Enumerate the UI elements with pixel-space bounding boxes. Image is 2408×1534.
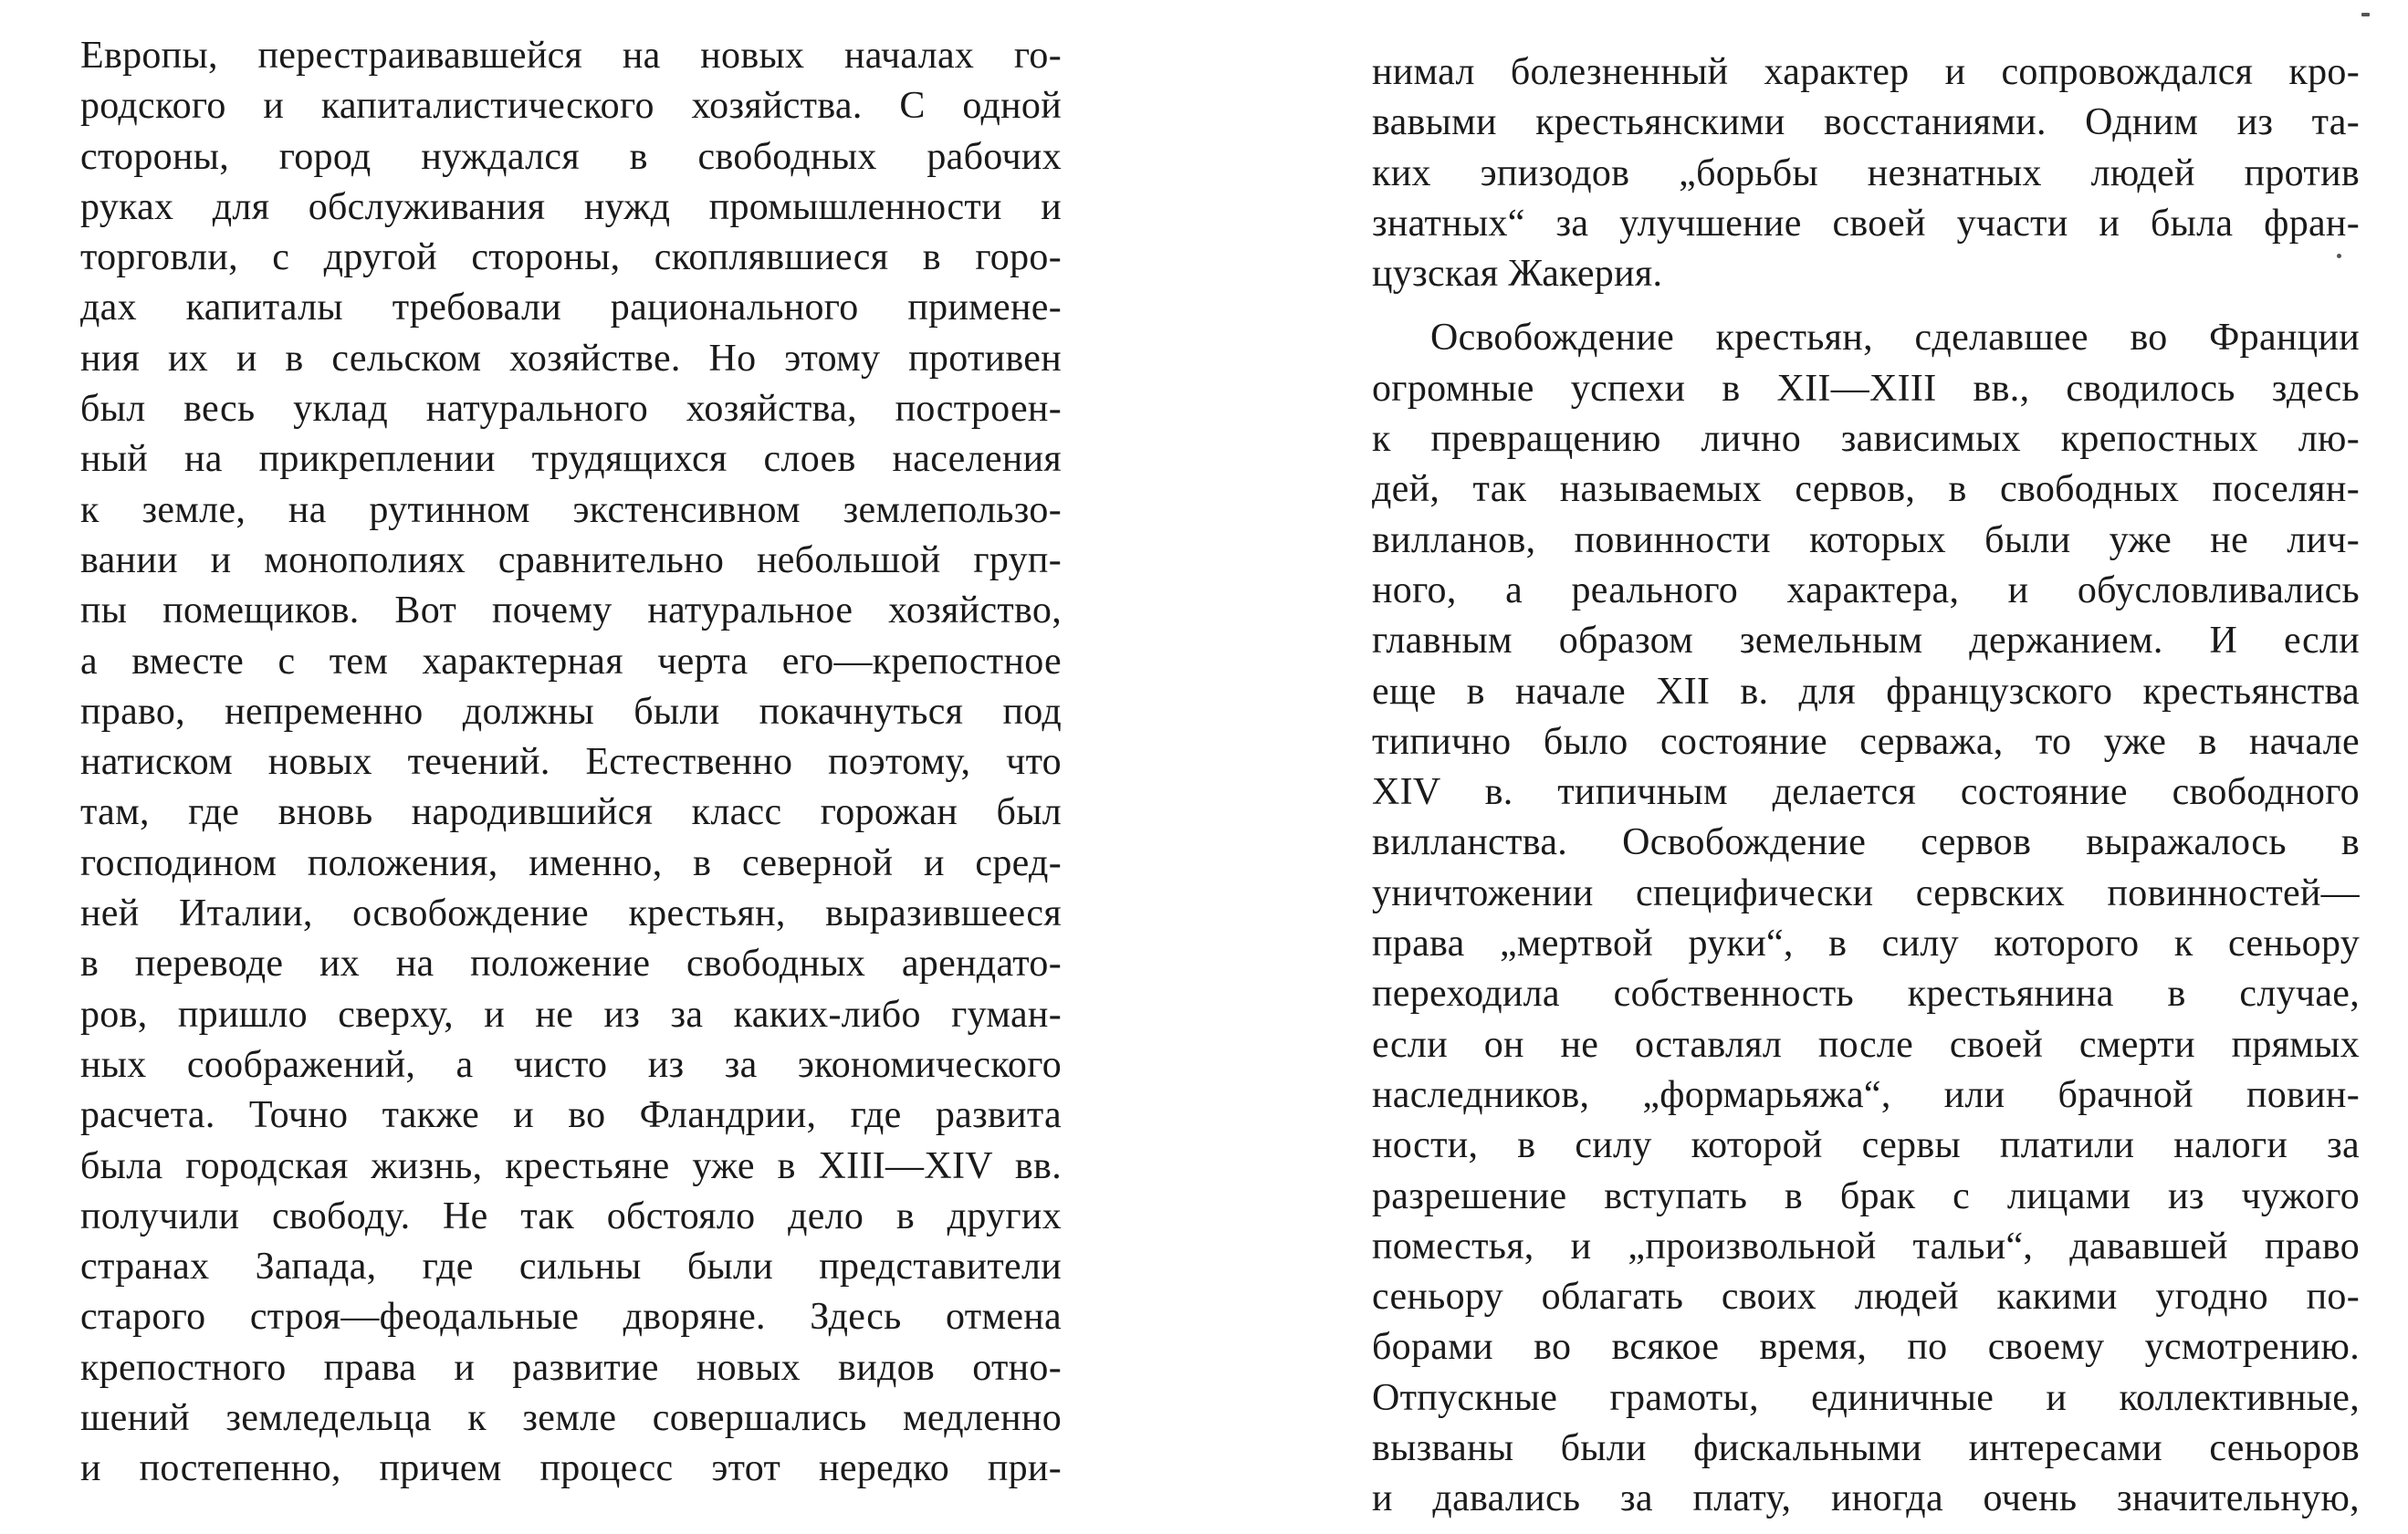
text-line: нимал болезненный характер и сопровождался кро- [1372,51,2360,93]
text-line: и давались за плату, иногда очень значительную, [1372,1477,2360,1520]
text-line: Отпускные грамоты, единичные и коллективные, [1372,1376,2360,1419]
text-line: цузская Жакерия. [1372,253,1663,296]
text-line: Освобождение крестьян, сделавшее во Франции [1430,317,2360,360]
text-line: старого строя—феодальные дворяне. Здесь отмена [80,1296,1062,1339]
text-line: пы помещиков. Вот почему натуральное хозяйство, [80,590,1062,632]
text-line: ный на прикреплении трудящихся слоев населения [80,438,1062,481]
text-line: типично было состояние серважа, то уже в начале [1372,720,2360,763]
text-line: Европы, перестраивавшейся на новых началах го- [80,35,1062,77]
text-line: переходила собственность крестьянина в случае, [1372,973,2360,1016]
text-line: расчета. Точно также и во Фландрии, где развита [80,1094,1062,1137]
text-line: шений земледельца к земле совершались медленно [80,1397,1062,1440]
right-page [1204,0,2408,1534]
text-line: ров, пришло сверху, и не из за каких-либо гуман- [80,993,1062,1036]
text-line: к превращению лично зависимых крепостных лю- [1372,418,2360,461]
text-line: вавыми крестьянскими восстаниями. Одним из та- [1372,101,2360,144]
text-line: натиском новых течений. Естественно поэтому, что [80,741,1062,784]
text-line: дах капиталы требовали рационального примене- [80,287,1062,329]
text-line: там, где вновь народившийся класс горожан был [80,791,1062,834]
text-line: странах Запада, где сильны были представители [80,1246,1062,1289]
text-line: а вместе с тем характерная черта его—крепостное [80,640,1062,683]
text-line: поместья, и „произвольной тальи“, дававшей право [1372,1225,2360,1268]
text-line: знатных“ за улучшение своей участи и была фран- [1372,202,2360,245]
paragraph-1 [1372,47,2360,299]
text-line: и постепенно, причем процесс этот нередко при- [80,1447,1062,1490]
right-page-text [1372,47,2360,1525]
scan-speck [2361,13,2370,16]
text-line: ких эпизодов „борьбы незнатных людей против [1372,151,2360,194]
text-line: ния их и в сельском хозяйстве. Но этому противен [80,337,1062,380]
paragraph-2 [1372,313,2360,1524]
text-line: был весь уклад натурального хозяйства, построен- [80,388,1062,431]
text-line: получили свободу. Не так обстояло дело в других [80,1195,1062,1237]
text-line: вилланов, повинности которых были уже не лич- [1372,518,2360,561]
text-line: крепостного права и развитие новых видов отно- [80,1346,1062,1389]
text-line: наследников, „формарьяжа“, или брачной повин- [1372,1073,2360,1116]
text-line: торговли, с другой стороны, скоплявшиеся в горо- [80,236,1062,279]
text-line: руках для обслуживания нужд промышленности и [80,185,1062,228]
text-line: право, непременно должны были покачнуться под [80,690,1062,733]
text-line: родского и капиталистического хозяйства. С одной [80,85,1062,128]
text-line: ных соображений, а чисто из за экономического [80,1043,1062,1086]
text-line: вызваны были фискальными интересами сеньоров [1372,1427,2360,1470]
text-line: стороны, город нуждался в свободных рабочих [80,135,1062,178]
text-line: ней Италии, освобождение крестьян, выразившееся [80,892,1062,935]
paragraph-gap [1372,299,2360,313]
text-line: права „мертвой руки“, в силу которого к сеньору [1372,923,2360,965]
text-line: сеньору облагать своих людей какими угодно по- [1372,1276,2360,1319]
text-line: огромные успехи в XII—XIII вв., сводилось здесь [1372,367,2360,410]
text-line: борами во всякое время, по своему усмотрению. [1372,1326,2360,1369]
text-line: господином положения, именно, в северной и сред- [80,841,1062,884]
text-line: уничтожении специфически сервских повинностей— [1372,871,2360,914]
text-line: вании и монополиях сравнительно небольшой груп- [80,538,1062,581]
scan-speck [2337,254,2341,258]
text-line: ности, в силу которой сервы платили налоги за [1372,1124,2360,1167]
text-line: дей, так называемых сервов, в свободных поселян- [1372,468,2360,511]
text-line: еще в начале XII в. для французского крестьянства [1372,670,2360,713]
text-line: XIV в. типичным делается состояние свободного [1372,771,2360,814]
text-line: к земле, на рутинном экстенсивном землепользо- [80,488,1062,531]
text-line: была городская жизнь, крестьяне уже в XIII—XIV вв. [80,1144,1062,1187]
text-line: разрешение вступать в брак с лицами из чужого [1372,1174,2360,1217]
left-page-text [80,31,1062,1495]
text-line: в переводе их на положение свободных арендато- [80,943,1062,986]
text-line: вилланства. Освобождение сервов выражалось в [1372,821,2360,864]
text-line: главным образом земельным держанием. И если [1372,620,2360,663]
text-line: ного, а реального характера, и обусловливались [1372,569,2360,611]
text-line: если он не оставлял после своей смерти прямых [1372,1023,2360,1066]
